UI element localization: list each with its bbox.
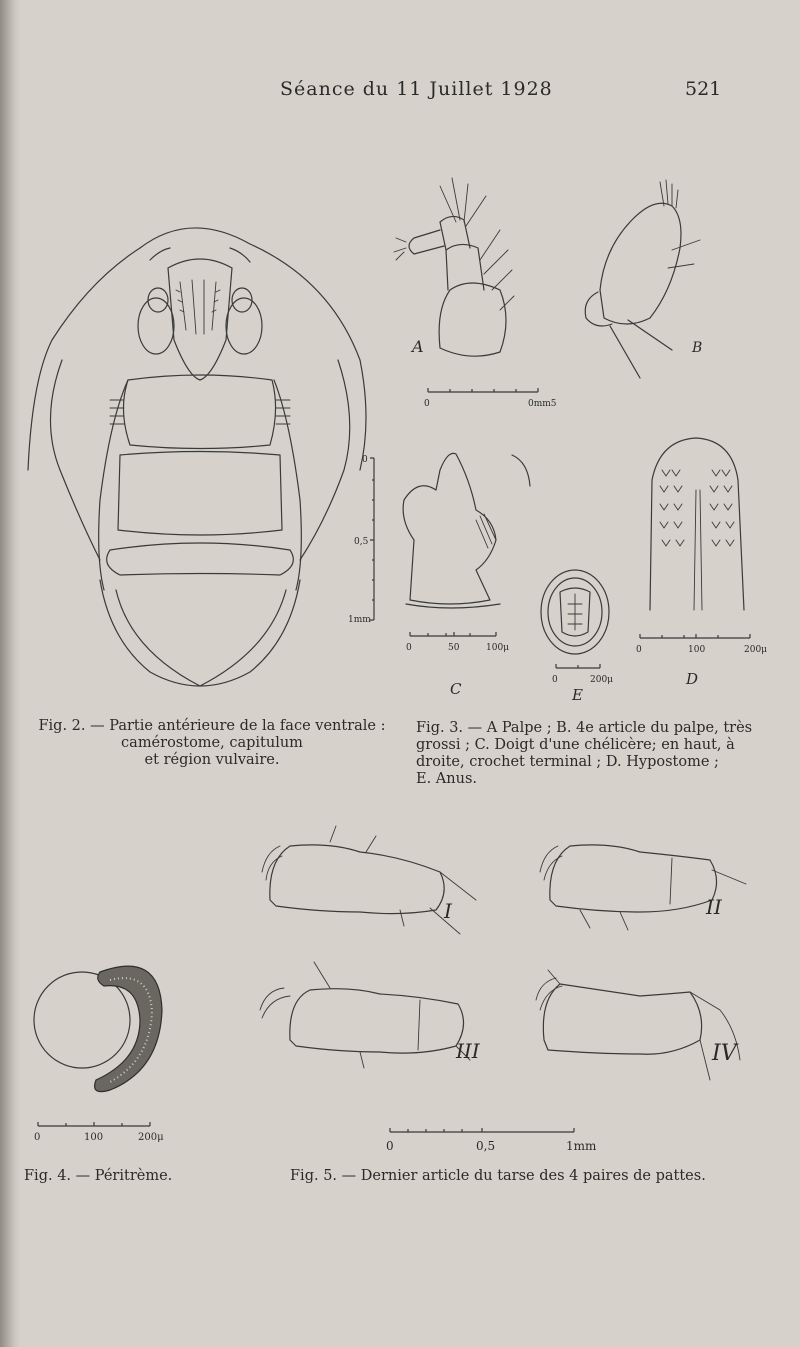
legs-scale-bar: [386, 1128, 597, 1153]
anus-scale-label-end: 200μ: [590, 675, 614, 685]
palp-scale-label-end: 0mm5: [528, 399, 557, 409]
vertical-scale-label-mid: 0,5: [354, 537, 369, 547]
palp-scale-label-0: 0: [424, 399, 430, 409]
fig5-caption: Fig. 5. — Dernier article du tarse des 4 paires de pattes.: [290, 1168, 706, 1184]
chelicera-vertical-scale-bar: [348, 455, 374, 625]
page-number: 521: [685, 78, 722, 100]
fig2-caption-line-2: camérostome, capitulum: [121, 735, 303, 751]
fig3b-palp-article-drawing: [585, 180, 703, 378]
fig3-caption-line-1: Fig. 3. — A Palpe ; B. 4e article du palpe, très: [416, 720, 753, 736]
figure-label-leg4: IV: [712, 1041, 737, 1066]
anus-scale-label-0: 0: [552, 675, 558, 685]
peritreme-scale-label-mid: 100: [84, 1132, 104, 1143]
fig3-caption-line-3: droite, crochet terminal ; D. Hypostome ;: [416, 754, 719, 770]
fig4-caption: Fig. 4. — Péritrème.: [24, 1168, 173, 1184]
fig3-caption: [416, 720, 786, 788]
fig5-tarsus-leg3-drawing: [260, 962, 470, 1068]
figure-label-c: C: [450, 680, 462, 698]
chelicera-scale-label-0: 0: [406, 643, 412, 653]
anus-scale-bar: [552, 664, 613, 685]
legs-scale-label-0: 0: [386, 1139, 394, 1153]
legs-scale-label-mid: 0,5: [476, 1139, 496, 1153]
fig2-caption-line-1: Fig. 2. — Partie antérieure de la face ventrale :: [38, 718, 386, 734]
figure-label-a: A: [412, 337, 424, 356]
fig2-caption-line-3: et région vulvaire.: [144, 752, 280, 768]
figure-label-e: E: [572, 686, 583, 704]
fig2-ventral-face-drawing: [28, 228, 366, 686]
fig4-peritreme-drawing: [34, 966, 162, 1092]
figure-label-leg1: I: [444, 899, 452, 923]
running-header: Séance du 11 Juillet 1928: [280, 78, 553, 100]
fig3-caption-line-4: E. Anus.: [416, 771, 478, 787]
vertical-scale-label-0: 0: [362, 455, 368, 465]
fig3a-palp-drawing: [394, 178, 514, 356]
legs-scale-label-end: 1mm: [566, 1139, 597, 1153]
fig5-tarsus-leg4-drawing: [536, 970, 740, 1080]
fig3-caption-line-2: grossi ; C. Doigt d'une chélicère; en haut, à: [416, 737, 735, 753]
fig3e-anus-drawing: [541, 570, 609, 654]
fig3c-chelicera-drawing: [403, 453, 530, 608]
chelicera-scale-label-mid: 50: [448, 643, 460, 653]
chelicera-scale-label-end: 100μ: [486, 643, 510, 653]
figure-label-leg3: III: [456, 1039, 480, 1063]
hypostome-scale-label-0: 0: [636, 645, 642, 655]
fig2-caption: [26, 718, 398, 769]
peritreme-scale-label-0: 0: [34, 1132, 41, 1143]
hypostome-scale-label-mid: 100: [688, 645, 706, 655]
palp-scale-bar: [424, 388, 557, 409]
hypostome-scale-label-end: 200μ: [744, 645, 768, 655]
peritreme-scale-bar: [34, 1122, 164, 1143]
vertical-scale-label-end: 1mm: [348, 615, 371, 625]
fig3d-hypostome-drawing: [650, 438, 744, 610]
figure-label-b: B: [692, 340, 703, 356]
hypostome-scale-bar: [636, 634, 767, 655]
figure-label-leg2: II: [706, 895, 722, 919]
chelicera-scale-bar: [406, 632, 509, 653]
peritreme-scale-label-end: 200μ: [138, 1132, 164, 1143]
figure-label-d: D: [686, 670, 699, 688]
